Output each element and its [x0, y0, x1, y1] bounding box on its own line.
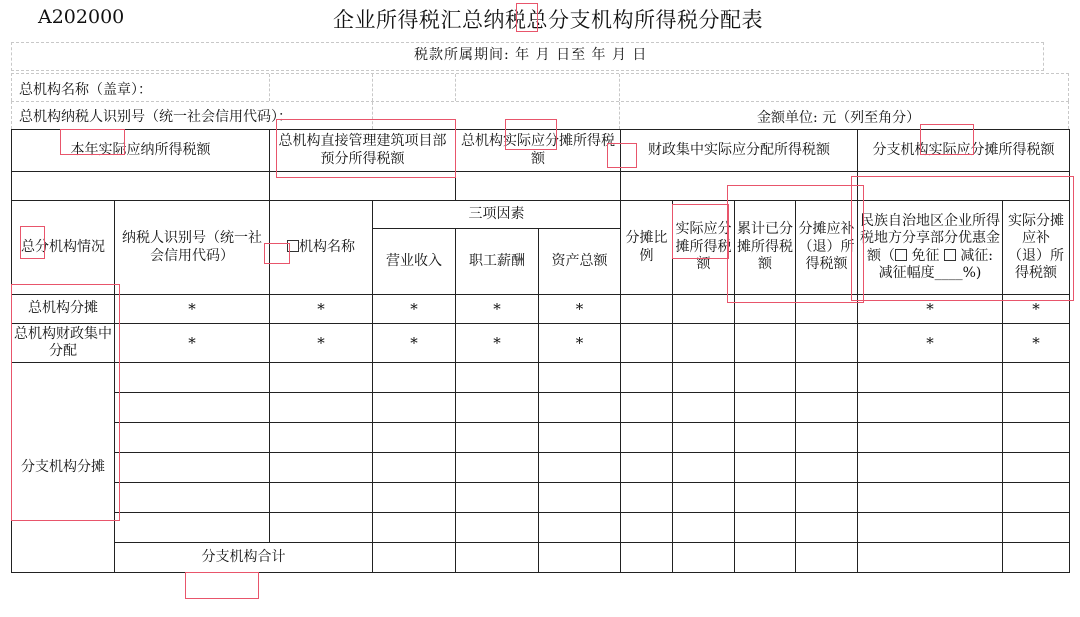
input-cell[interactable] — [673, 295, 735, 324]
value-direct-project-tax[interactable] — [270, 172, 456, 201]
input-cell[interactable] — [796, 543, 858, 573]
input-cell[interactable] — [373, 393, 456, 423]
page-title: 企业所得税汇总纳税总分支机构所得税分配表 — [333, 8, 763, 32]
input-cell[interactable] — [735, 513, 796, 543]
header-actual-share: 实际应分摊所得税额 — [673, 201, 735, 295]
input-cell[interactable] — [373, 543, 456, 573]
input-cell[interactable] — [673, 324, 735, 363]
input-cell[interactable] — [673, 423, 735, 453]
input-cell[interactable] — [796, 324, 858, 363]
form-code: A202000 — [38, 6, 125, 28]
input-cell[interactable] — [796, 483, 858, 513]
header-payroll: 职工薪酬 — [456, 229, 539, 295]
input-cell[interactable] — [539, 393, 621, 423]
input-cell[interactable] — [1003, 363, 1070, 393]
star-mark: * — [373, 324, 456, 363]
star-mark: * — [858, 295, 1003, 324]
input-cell[interactable] — [735, 483, 796, 513]
input-cell[interactable] — [539, 543, 621, 573]
header-total-assets: 资产总额 — [539, 229, 621, 295]
star-mark: * — [1003, 295, 1070, 324]
input-cell[interactable] — [673, 513, 735, 543]
input-cell[interactable] — [373, 483, 456, 513]
input-cell[interactable] — [735, 453, 796, 483]
allocation-table — [11, 129, 1070, 573]
head-org-name-row — [11, 73, 1069, 101]
input-cell[interactable] — [735, 393, 796, 423]
checkbox-icon[interactable] — [944, 249, 956, 261]
input-cell[interactable] — [270, 363, 373, 393]
input-cell[interactable] — [796, 513, 858, 543]
input-cell[interactable] — [1003, 543, 1070, 573]
input-cell[interactable] — [673, 453, 735, 483]
input-cell[interactable] — [673, 393, 735, 423]
star-mark: * — [115, 324, 270, 363]
input-cell[interactable] — [858, 393, 1003, 423]
header-three-factors: 三项因素 — [373, 201, 621, 229]
header-share-adjust: 分摊应补（退）所得税额 — [796, 201, 858, 295]
input-cell[interactable] — [735, 324, 796, 363]
header-branch-share-tax: 分支机构实际应分摊所得税额 — [858, 130, 1070, 172]
star-mark: * — [539, 295, 621, 324]
input-cell[interactable] — [539, 423, 621, 453]
input-cell[interactable] — [858, 543, 1003, 573]
input-cell[interactable] — [735, 363, 796, 393]
input-cell[interactable] — [456, 453, 539, 483]
input-cell[interactable] — [735, 423, 796, 453]
header-ethnic-relief: 民族自治地区企业所得税地方分享部分优惠金额（ 免征 减征: 减征幅度____%) — [858, 201, 1003, 295]
input-cell[interactable] — [796, 393, 858, 423]
header-annual-tax: 本年实际应纳所得税额 — [12, 130, 270, 172]
input-cell[interactable] — [796, 423, 858, 453]
star-mark: * — [270, 295, 373, 324]
input-cell[interactable] — [796, 363, 858, 393]
input-cell[interactable] — [373, 423, 456, 453]
input-cell[interactable] — [858, 363, 1003, 393]
input-cell[interactable] — [858, 483, 1003, 513]
input-cell[interactable] — [456, 393, 539, 423]
input-cell[interactable] — [858, 513, 1003, 543]
star-mark: * — [456, 295, 539, 324]
input-cell[interactable] — [796, 295, 858, 324]
input-cell[interactable] — [270, 483, 373, 513]
input-cell[interactable] — [621, 363, 673, 393]
input-cell[interactable] — [456, 513, 539, 543]
value-branch-share-tax[interactable] — [858, 172, 1070, 201]
star-mark: * — [456, 324, 539, 363]
header-cumulative-share: 累计已分摊所得税额 — [735, 201, 796, 295]
input-cell[interactable] — [539, 513, 621, 543]
header-org-type: 总分机构情况 — [12, 201, 115, 295]
star-mark: * — [858, 324, 1003, 363]
header-actual-adjust: 实际分摊应补（退）所得税额 — [1003, 201, 1070, 295]
input-cell[interactable] — [621, 453, 673, 483]
input-cell[interactable] — [115, 513, 270, 543]
star-mark: * — [1003, 324, 1070, 363]
value-fiscal-central-tax[interactable] — [621, 172, 858, 201]
input-cell[interactable] — [735, 543, 796, 573]
input-cell[interactable] — [673, 363, 735, 393]
input-cell[interactable] — [115, 483, 270, 513]
input-cell[interactable] — [456, 543, 539, 573]
header-taxpayer-id: 纳税人识别号（统一社会信用代码） — [115, 201, 270, 295]
header-head-share-tax: 总机构实际应分摊所得税额 — [456, 130, 621, 172]
star-mark: * — [539, 324, 621, 363]
input-cell[interactable] — [858, 453, 1003, 483]
row-label-branch-share: 分支机构分摊 — [12, 363, 115, 573]
input-cell[interactable] — [539, 363, 621, 393]
head-org-name-label: 总机构名称（盖章）： — [19, 82, 152, 98]
input-cell[interactable] — [621, 423, 673, 453]
row-label-branch-total: 分支机构合计 — [115, 543, 373, 573]
input-cell[interactable] — [673, 483, 735, 513]
input-cell[interactable] — [270, 513, 373, 543]
header-fiscal-central-tax: 财政集中实际应分配所得税额 — [621, 130, 858, 172]
head-org-taxid-label: 总机构纳税人识别号（统一社会信用代码）： — [19, 109, 292, 125]
input-cell[interactable] — [796, 453, 858, 483]
value-head-share-tax[interactable] — [456, 172, 621, 201]
input-cell[interactable] — [373, 363, 456, 393]
input-cell[interactable] — [621, 483, 673, 513]
input-cell[interactable] — [270, 453, 373, 483]
input-cell[interactable] — [621, 513, 673, 543]
input-cell[interactable] — [858, 423, 1003, 453]
input-cell[interactable] — [456, 363, 539, 393]
input-cell[interactable] — [621, 393, 673, 423]
input-cell[interactable] — [373, 453, 456, 483]
star-mark: * — [373, 295, 456, 324]
input-cell[interactable] — [270, 393, 373, 423]
input-cell[interactable] — [115, 393, 270, 423]
star-mark: * — [115, 295, 270, 324]
input-cell[interactable] — [735, 295, 796, 324]
header-revenue: 营业收入 — [373, 229, 456, 295]
checkbox-icon[interactable] — [895, 249, 907, 261]
input-cell[interactable] — [270, 423, 373, 453]
input-cell[interactable] — [1003, 423, 1070, 453]
amount-unit: 金额单位: 元（列至角分） — [757, 110, 921, 126]
input-cell[interactable] — [1003, 453, 1070, 483]
header-direct-project-tax: 总机构直接管理建筑项目部预分所得税额 — [270, 130, 456, 172]
input-cell[interactable] — [456, 483, 539, 513]
input-cell[interactable] — [1003, 513, 1070, 543]
input-cell[interactable] — [621, 295, 673, 324]
header-org-name: 机构名称 — [270, 201, 373, 295]
input-cell[interactable] — [456, 423, 539, 453]
highlight-box — [185, 572, 259, 599]
value-annual-tax[interactable] — [12, 172, 270, 201]
input-cell[interactable] — [673, 543, 735, 573]
row-label-head-share: 总机构分摊 — [12, 295, 115, 324]
input-cell[interactable] — [1003, 483, 1070, 513]
input-cell[interactable] — [539, 453, 621, 483]
input-cell[interactable] — [373, 513, 456, 543]
period-label: 税款所属期间: 年 月 日至 年 月 日 — [414, 47, 648, 63]
input-cell[interactable] — [539, 483, 621, 513]
row-label-head-fiscal: 总机构财政集中分配 — [12, 324, 115, 363]
input-cell[interactable] — [1003, 393, 1070, 423]
star-mark: * — [270, 324, 373, 363]
input-cell[interactable] — [621, 324, 673, 363]
input-cell[interactable] — [115, 423, 270, 453]
checkbox-icon — [287, 240, 299, 252]
input-cell[interactable] — [621, 543, 673, 573]
input-cell[interactable] — [115, 363, 270, 393]
header-share-ratio: 分摊比例 — [621, 201, 673, 295]
input-cell[interactable] — [115, 453, 270, 483]
